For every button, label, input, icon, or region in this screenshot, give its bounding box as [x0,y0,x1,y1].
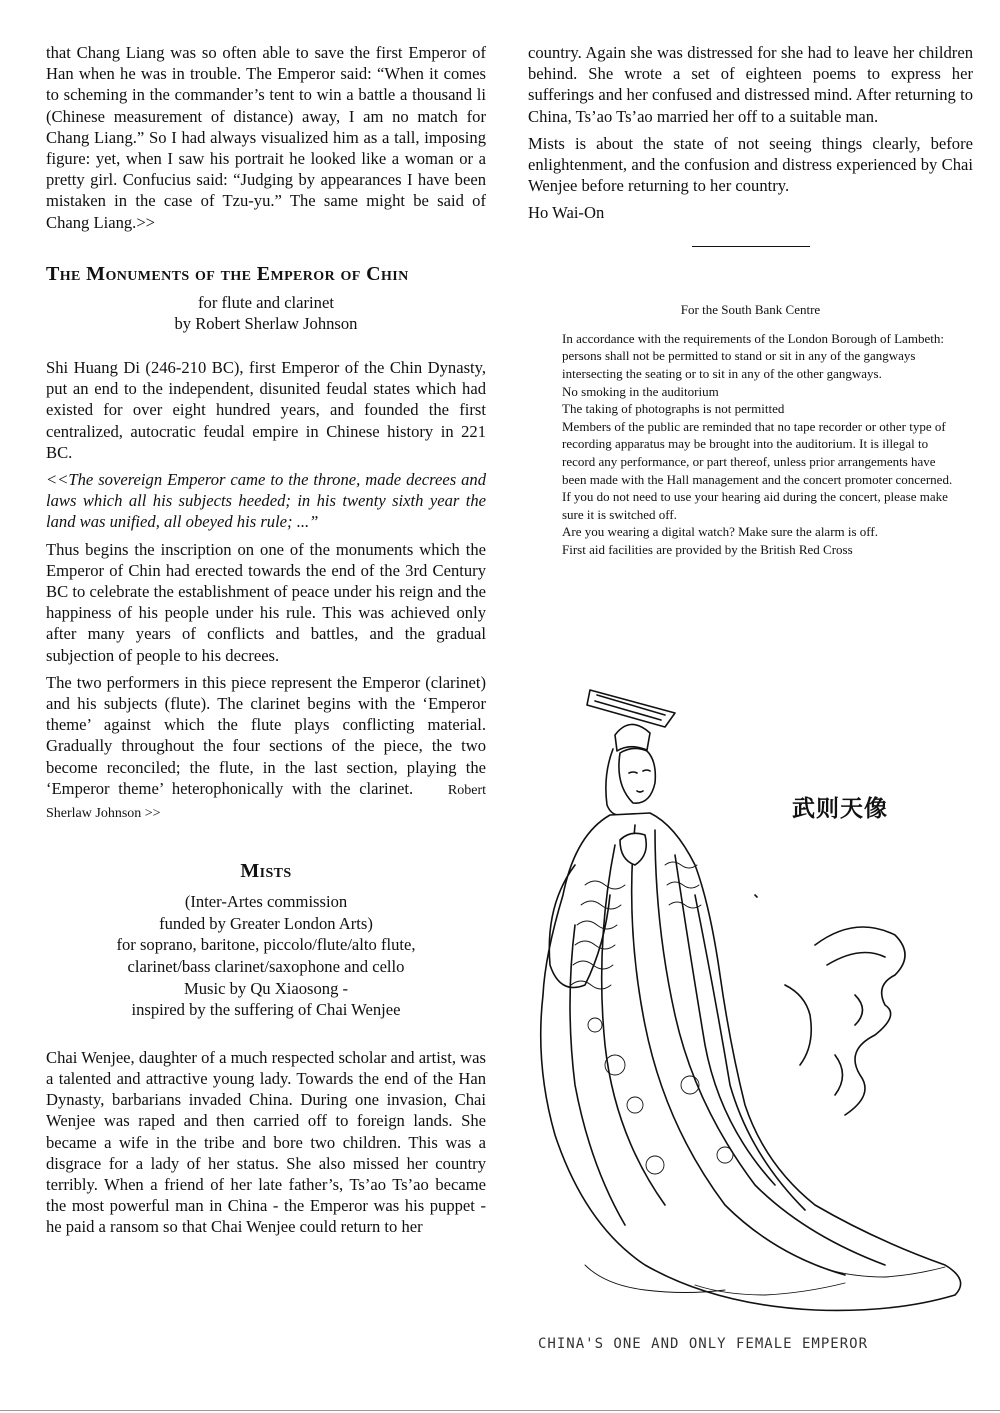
mists-paragraph-1: Chai Wenjee, daughter of a much respected scholar and artist, was a talented and attractive young lady. Towards the end of the Han Dynasty, barbarians invaded China. During one invasion, Chai Wenjee was raped and then carried off to foreign lands. She became a wife in the tribe and bore two children. This was a disgrace for a lady of her status. She also missed her country terribly. When a friend of her late father’s, Ts’ao Ts’ao became the most powerful man in China - the Emperor was his puppet - he paid a ransom so that Chai Wenjee could return to her [46,1047,486,1237]
mists-line-3: for soprano, baritone, piccolo/flute/alto flute, [116,935,416,955]
monuments-byline: by Robert Sherlaw Johnson [174,314,358,334]
page-bottom-edge [0,1410,1000,1411]
notice-line: If you do not need to use your hearing aid during the concert, please make sure it is switched off. [562,489,948,522]
mists-line-4: clarinet/bass clarinet/saxophone and cello [127,957,405,977]
monuments-paragraph-3 [46,672,486,824]
mists-line-2: funded by Greater London Arts) [159,913,373,933]
notice-line: Are you wearing a digital watch? Make sure the alarm is off. [562,524,878,540]
mists-signature: Ho Wai-On [528,203,605,223]
notice-line: Members of the public are reminded that no tape recorder or other type of recording apparatus may be brought into the auditorium. It is illegal to record any performance, or part thereof, unless prior arrangements have been made with the Hall management and the concert promoter concerned. [562,418,953,487]
intro-paragraph: that Chang Liang was so often able to save the first Emperor of Han when he was in trouble. The Emperor said: “When it comes to scheming in the commander’s tent to win a battle a thousand li (Chinese measurement of distance) away, I am no match for Chang Liang.” So I had always visualized him as a tall, imposing figure: yet, when I saw his portrait he looked like a woman or a pretty girl. Confucius said: “Judging by appearances I have been mistaken in the case of Tzu-yu.” The same might be said of Chang Liang.>> [46,43,486,232]
notice-line: The taking of photographs is not permitted [562,401,785,417]
notice-block [528,330,973,559]
monuments-paragraph-2: Thus begins the inscription on one of the monuments which the Emperor of Chin had erected towards the end of the 3rd Century BC to celebrate the establishment of peace under his reign and the happiness of his people under his rule. This was achieved only after many years of conflicts and battles, and the gradual subjection of people to his decrees. [46,539,486,665]
monuments-paragraph-1: Shi Huang Di (246-210 BC), first Emperor of the Chin Dynasty, put an end to the independent, disunited feudal states which had existed for over eight hundred years, and founded the first centralized, autocratic feudal empire in Chinese history in 221 BC. [46,358,486,462]
illustration-caption: CHINA'S ONE AND ONLY FEMALE EMPEROR [538,1336,869,1352]
mists-paragraph-2: country. Again she was distressed for she had to leave her children behind. She wrote a set of eighteen poems to express her sufferings and her confused and distressed mind. After returning to China, Ts’ao Ts’ao married her off to a suitable man. [528,43,973,126]
empress-illustration [515,665,985,1325]
right-column [528,42,973,559]
mists-paragraph-3: Mists is about the state of not seeing things clearly, before enlightenment, and the confusion and distress experienced by Chai Wenjee before returning to her country. [528,133,973,196]
monuments-signature: Robert Sherlaw Johnson >> [46,782,486,822]
monuments-quote: <<The sovereign Emperor came to the throne, made decrees and laws which all his subjects heeded; in his twenty sixth year the land was unified, all obeyed his rule; ...” [46,470,486,532]
mists-line-5: Music by Qu Xiaosong - [183,978,349,998]
left-column [46,42,486,1238]
monuments-title: The Monuments of the Emperor of Chin [46,262,409,285]
monuments-subtitle: for flute and clarinet [198,292,334,312]
chinese-caption: 武则天像 [792,796,888,822]
notice-heading: For the South Bank Centre [680,301,821,317]
mists-line-6: inspired by the suffering of Chai Wenjee [131,1000,401,1020]
monuments-paragraph-3-text: The two performers in this piece represent the Emperor (clarinet) and his subjects (flute). The clarinet begins with the ‘Emperor theme’ against which the flute plays conflicting material. Gradually throughout the four sections of the piece, the two become reconciled; the flute, in the last section, playing the ‘Emperor theme’ heterophonically with the clarinet. [46,672,486,798]
mists-line-1: (Inter-Artes commission [184,892,348,912]
notice-line: No smoking in the auditorium [562,383,719,399]
notice-line: First aid facilities are provided by the British Red Cross [562,541,853,557]
notice-line: In accordance with the requirements of the London Borough of Lambeth: persons shall not be permitted to stand or sit in any of the gangways intersecting the seating or to sit in any of the other gangways. [562,330,944,382]
mists-title: Mists [240,860,292,883]
